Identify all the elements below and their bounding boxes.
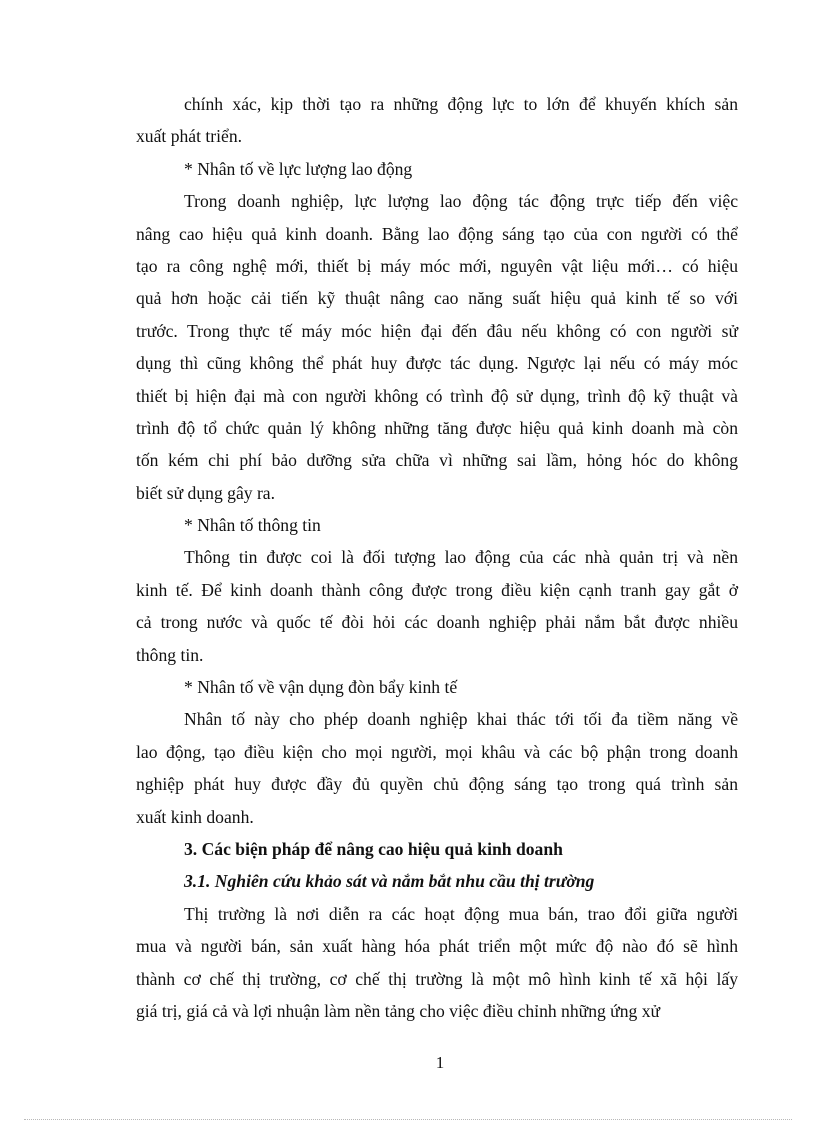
text-line: giá trị, giá cả và lợi nhuận làm nền tảng cho việc điều chỉnh những ứng xử xyxy=(136,1000,661,1021)
section-heading-leverage: * Nhân tố về vận dụng đòn bẩy kinh tế xyxy=(184,677,458,698)
text-line: biết sử dụng gây ra. xyxy=(136,482,276,503)
text-line: kinh tế. Để kinh doanh thành công được trong điều kiện cạnh tranh gay gắt ở xyxy=(136,579,738,600)
text-line: tốn kém chi phí bảo dưỡng sửa chữa vì những sai lầm, hỏng hóc do không xyxy=(136,450,738,471)
text-line: thành cơ chế thị trường, cơ chế thị trường là một mô hình kinh tế xã hội lấy xyxy=(136,968,738,989)
text-line: Thông tin được coi là đối tượng lao động của các nhà quản trị và nền xyxy=(184,547,738,568)
document-body xyxy=(136,88,738,1027)
subsection-heading-market-research: 3.1. Nghiên cứu khảo sát và nắm bắt nhu cầu thị trường xyxy=(184,871,595,892)
text-line: lao động, tạo điều kiện cho mọi người, mọi khâu và các bộ phận trong doanh xyxy=(136,741,738,762)
section-heading-information: * Nhân tố thông tin xyxy=(184,515,321,536)
text-line: thiết bị hiện đại mà con người không có trình độ sử dụng, trình độ kỹ thuật và xyxy=(136,385,738,406)
text-line: xuất kinh doanh. xyxy=(136,806,254,827)
text-line: dụng thì cũng không thể phát huy được tác dụng. Ngược lại nếu có máy móc xyxy=(136,353,738,374)
page-number: 1 xyxy=(435,1053,445,1072)
section-heading-labor: * Nhân tố về lực lượng lao động xyxy=(184,158,413,179)
page-footer-divider xyxy=(24,1119,792,1120)
text-line: Thị trường là nơi diễn ra các hoạt động mua bán, trao đổi giữa người xyxy=(184,903,738,924)
text-line: quả hơn hoặc cải tiến kỹ thuật nâng cao năng suất hiệu quả kinh tế so với xyxy=(136,288,738,309)
text-line: nghiệp phát huy được đầy đủ quyền chủ động sáng tạo trong quá trình sản xyxy=(136,774,738,795)
section-heading-measures: 3. Các biện pháp để nâng cao hiệu quả kinh doanh xyxy=(184,838,563,859)
text-line: thông tin. xyxy=(136,644,204,665)
text-line: chính xác, kịp thời tạo ra những động lực to lớn để khuyến khích sản xyxy=(184,94,738,114)
text-line: Nhân tố này cho phép doanh nghiệp khai thác tới tối đa tiềm năng về xyxy=(184,709,738,730)
text-line: cả trong nước và quốc tế đòi hỏi các doanh nghiệp phải nắm bắt được nhiều xyxy=(136,612,738,633)
text-line: nâng cao hiệu quả kinh doanh. Bằng lao động sáng tạo của con người có thể xyxy=(136,223,738,244)
text-line: mua và người bán, sản xuất hàng hóa phát triển một mức độ nào đó sẽ hình xyxy=(136,936,738,957)
text-line: Trong doanh nghiệp, lực lượng lao động tác động trực tiếp đến việc xyxy=(184,191,738,212)
text-line: tạo ra công nghệ mới, thiết bị máy móc mới, nguyên vật liệu mới… có hiệu xyxy=(136,255,738,276)
text-line: xuất phát triển. xyxy=(136,126,243,147)
text-line: trình độ tổ chức quản lý không những tăng được hiệu quả kinh doanh mà còn xyxy=(136,417,738,438)
text-line: trước. Trong thực tế máy móc hiện đại đến đâu nếu không có con người sử xyxy=(136,320,738,341)
